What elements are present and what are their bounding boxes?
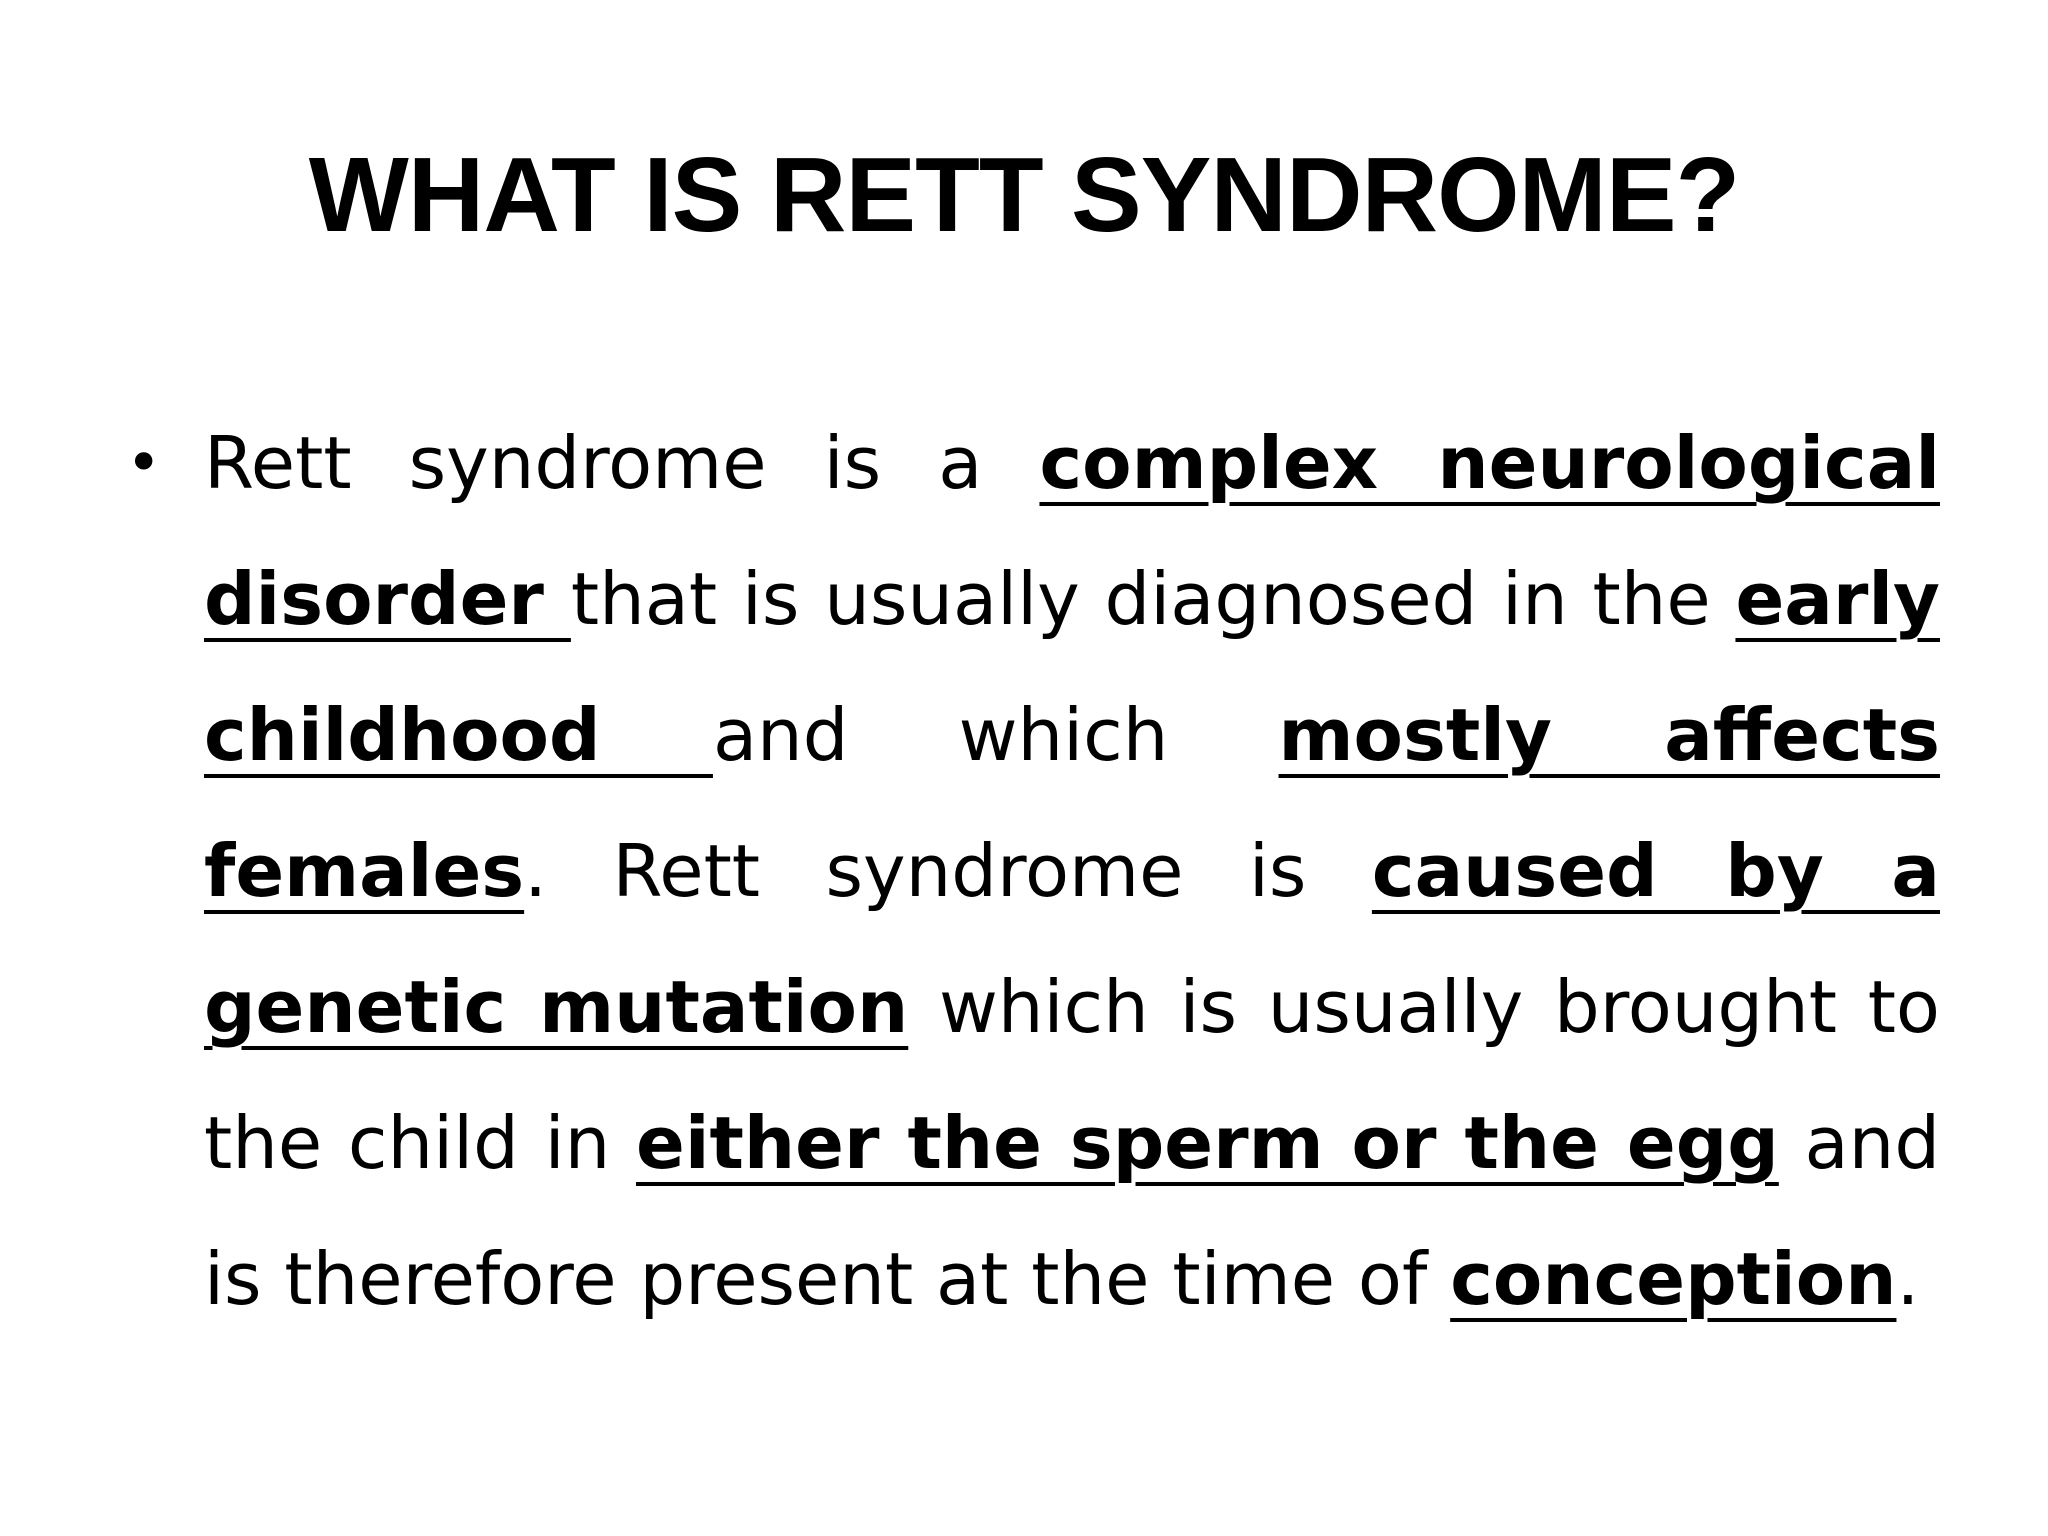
text-segment: and is therefore present at the time of — [204, 1101, 1941, 1321]
emphasis-early-childhood: early childhood — [204, 557, 1940, 777]
text-segment: . Rett syndrome is — [524, 829, 1372, 913]
text-segment: . — [1896, 1237, 1920, 1321]
emphasis-complex-neurological-disorder: complex neurological disorder — [204, 421, 1940, 641]
emphasis-mostly-affects-females: mostly affects females — [204, 693, 1940, 913]
text-segment: that is usually diagnosed in the — [570, 557, 1736, 641]
bullet-marker: • — [126, 428, 162, 498]
text-segment: and which — [712, 693, 1279, 777]
text-segment: which is usually brought to the child in — [204, 965, 1940, 1185]
emphasis-caused-by-genetic-mutation: caused by a genetic mutation — [204, 829, 1940, 1049]
text-segment: Rett syndrome is a — [204, 421, 1040, 505]
bullet-list — [120, 395, 1940, 1347]
slide-title: WHAT IS RETT SYNDROME? — [308, 136, 1740, 254]
emphasis-sperm-or-egg: either the sperm or the egg — [635, 1101, 1779, 1185]
emphasis-conception: conception — [1450, 1237, 1897, 1321]
bullet-item — [120, 395, 1940, 1347]
